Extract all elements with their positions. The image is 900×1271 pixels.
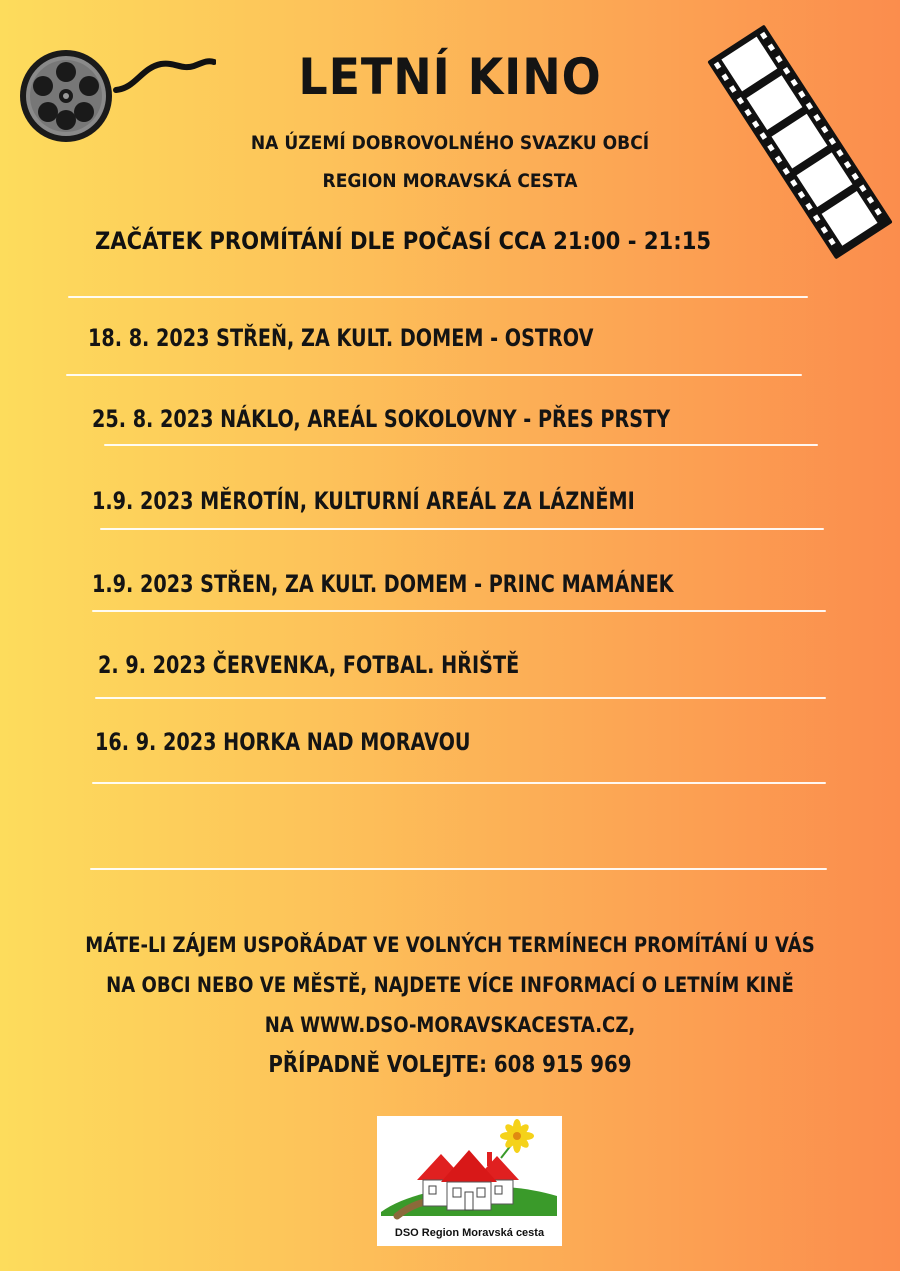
- logo-caption: DSO Region Moravská cesta: [394, 1227, 545, 1239]
- schedule-item: 18. 8. 2023 STŘEŇ, ZA KULT. DOMEM - OSTROV: [88, 324, 594, 352]
- start-time-text: ZAČÁTEK PROMÍTÁNÍ DLE POČASÍ CCA 21:00 - 21:15: [95, 227, 712, 255]
- divider-line: [66, 374, 802, 376]
- logo-graphic: [377, 1116, 562, 1226]
- subtitle-line-1: NA ÚZEMÍ DOBROVOLNÉHO SVAZKU OBCÍ: [250, 132, 650, 154]
- logo: [377, 1116, 562, 1246]
- schedule-item: 1.9. 2023 STŘEN, ZA KULT. DOMEM - PRINC MAMÁNEK: [92, 570, 674, 598]
- divider-line: [100, 528, 824, 530]
- info-block: [0, 925, 900, 1085]
- subtitle-line-2: REGION MORAVSKÁ CESTA: [322, 170, 578, 192]
- info-line-4: PŘÍPADNĚ VOLEJTE: 608 915 969: [268, 1052, 632, 1078]
- divider-line: [104, 444, 818, 446]
- schedule-item: 25. 8. 2023 NÁKLO, AREÁL SOKOLOVNY - PŘES PRSTY: [92, 405, 671, 433]
- divider-line: [92, 610, 826, 612]
- divider-line: [95, 697, 826, 699]
- divider-line: [90, 868, 827, 870]
- divider-line: [68, 296, 808, 298]
- schedule-item: 16. 9. 2023 HORKA NAD MORAVOU: [95, 728, 471, 756]
- divider-line: [92, 782, 826, 784]
- page-title: LETNÍ KINO: [298, 48, 602, 106]
- info-line-3: NA WWW.DSO-MORAVSKACESTA.CZ,: [264, 1013, 636, 1037]
- info-line-2: NA OBCI NEBO VE MĚSTĚ, NAJDETE VÍCE INFORMACÍ O LETNÍM KINĚ: [106, 973, 794, 997]
- info-line-1: MÁTE-LI ZÁJEM USPOŘÁDAT VE VOLNÝCH TERMÍNECH PROMÍTÁNÍ U VÁS: [85, 933, 815, 957]
- schedule-item: 1.9. 2023 MĚROTÍN, KULTURNÍ AREÁL ZA LÁZNĚMI: [92, 487, 635, 515]
- schedule-item: 2. 9. 2023 ČERVENKA, FOTBAL. HŘIŠTĚ: [98, 651, 520, 679]
